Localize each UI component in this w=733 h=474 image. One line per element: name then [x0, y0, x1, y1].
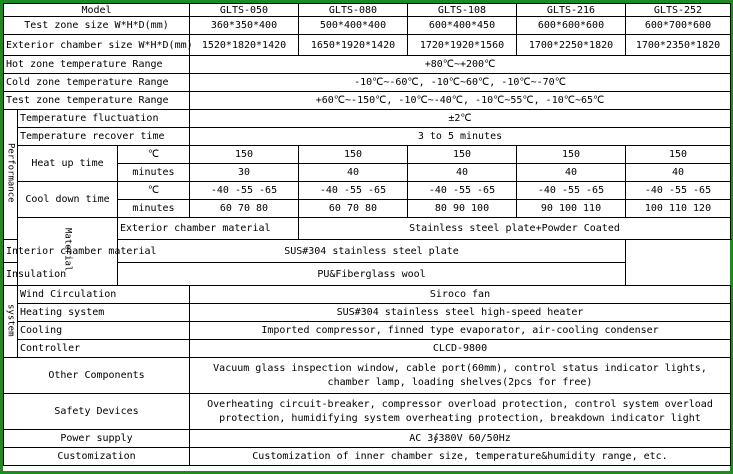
heat-up-temp-row: [4, 146, 731, 164]
table-cell: 40: [299, 164, 408, 182]
model-4: GLTS-216: [517, 4, 626, 17]
table-cell: 60 70 80: [190, 200, 299, 218]
test-zone-temp-label: Test zone temperature Range: [4, 92, 190, 110]
heat-up-unit-min: minutes: [118, 164, 190, 182]
heat-up-unit-temp: ℃: [118, 146, 190, 164]
table-cell: 1650*1920*1420: [299, 35, 408, 56]
other-components-value: Vacuum glass inspection window, cable port(60mm), control status indicator lights, chamber lamp, loading shelves(2pcs for free): [190, 358, 731, 394]
heat-up-label: Heat up time: [18, 146, 118, 182]
power-supply-value: AC 3∮380V 60/50Hz: [190, 430, 731, 448]
customization-value: Customization of inner chamber size, temperature&humidity range, etc.: [190, 448, 731, 466]
table-cell: 40: [517, 164, 626, 182]
exterior-material-row: [4, 218, 731, 240]
recover-row: [4, 128, 731, 146]
cooling-value: Imported compressor, finned type evaporator, air-cooling condenser: [190, 322, 731, 340]
heating-row: [4, 304, 731, 322]
fluctuation-label: Temperature fluctuation: [18, 110, 190, 128]
table-cell: 600*400*450: [408, 17, 517, 35]
table-cell: 1700*2350*1820: [626, 35, 731, 56]
insulation-value: PU&Fiberglass wool: [118, 263, 626, 286]
cool-down-label: Cool down time: [18, 182, 118, 218]
controller-value: CLCD-9800: [190, 340, 731, 358]
exterior-size-row: [4, 35, 731, 56]
wind-value: Siroco fan: [190, 286, 731, 304]
power-supply-label: Power supply: [4, 430, 190, 448]
table-cell: 1720*1920*1560: [408, 35, 517, 56]
table-cell: 100 110 120: [626, 200, 731, 218]
model-2: GLTS-080: [299, 4, 408, 17]
table-cell: 150: [517, 146, 626, 164]
other-components-row: [4, 358, 731, 394]
category-performance: Performance: [4, 110, 18, 240]
hot-zone-label: Hot zone temperature Range: [4, 56, 190, 74]
controller-row: [4, 340, 731, 358]
cold-zone-label: Cold zone temperature Range: [4, 74, 190, 92]
table-cell: 600*600*600: [517, 17, 626, 35]
insulation-row: [4, 263, 731, 286]
table-cell: 360*350*400: [190, 17, 299, 35]
exterior-material-value: Stainless steel plate+Powder Coated: [299, 218, 731, 240]
table-cell: 1520*1820*1420: [190, 35, 299, 56]
other-components-label: Other Components: [4, 358, 190, 394]
power-supply-row: [4, 430, 731, 448]
customization-row: [4, 448, 731, 466]
table-cell: -40 -55 -65: [299, 182, 408, 200]
table-cell: 80 90 100: [408, 200, 517, 218]
hot-zone-row: [4, 56, 731, 74]
fluctuation-row: [4, 110, 731, 128]
hot-zone-value: +80℃~+200℃: [190, 56, 731, 74]
cool-down-temp-row: [4, 182, 731, 200]
interior-material-value: SUS#304 stainless steel plate: [118, 240, 626, 263]
table-cell: 150: [626, 146, 731, 164]
table-cell: 60 70 80: [299, 200, 408, 218]
model-1: GLTS-050: [190, 4, 299, 17]
model-3: GLTS-108: [408, 4, 517, 17]
cool-down-unit-min: minutes: [118, 200, 190, 218]
header-row: [4, 4, 731, 17]
table-cell: 150: [190, 146, 299, 164]
table-cell: 150: [408, 146, 517, 164]
test-zone-size-label: Test zone size W*H*D(mm): [4, 17, 190, 35]
table-cell: 90 100 110: [517, 200, 626, 218]
safety-devices-label: Safety Devices: [4, 394, 190, 430]
wind-row: [4, 286, 731, 304]
table-cell: 1700*2250*1820: [517, 35, 626, 56]
safety-devices-row: [4, 394, 731, 430]
wind-label: Wind Circulation: [18, 286, 190, 304]
test-zone-temp-value: +60℃~-150℃, -10℃~-40℃, -10℃~55℃, -10℃~65℃: [190, 92, 731, 110]
model-5: GLTS-252: [626, 4, 731, 17]
recover-value: 3 to 5 minutes: [190, 128, 731, 146]
model-label: Model: [4, 4, 190, 17]
cooling-label: Cooling: [18, 322, 190, 340]
exterior-material-label: Exterior chamber material: [118, 218, 299, 240]
controller-label: Controller: [18, 340, 190, 358]
table-cell: 40: [626, 164, 731, 182]
cold-zone-value: -10℃~-60℃, -10℃~60℃, -10℃~-70℃: [190, 74, 731, 92]
cold-zone-row: [4, 74, 731, 92]
spec-table: [3, 3, 731, 466]
table-cell: 150: [299, 146, 408, 164]
exterior-size-label: Exterior chamber size W*H*D(mm): [4, 35, 190, 56]
heating-value: SUS#304 stainless steel high-speed heater: [190, 304, 731, 322]
fluctuation-value: ±2℃: [190, 110, 731, 128]
interior-material-row: [4, 240, 731, 263]
table-cell: -40 -55 -65: [190, 182, 299, 200]
safety-devices-value: Overheating circuit-breaker, compressor overload protection, control system overload protection, humidifying system overheating protection, breakdown indicator light: [190, 394, 731, 430]
recover-label: Temperature recover time: [18, 128, 190, 146]
interior-material-label: Interior chamber material: [4, 240, 118, 263]
cool-down-unit-temp: ℃: [118, 182, 190, 200]
table-cell: 600*700*600: [626, 17, 731, 35]
table-cell: 40: [408, 164, 517, 182]
cooling-row: [4, 322, 731, 340]
table-cell: 30: [190, 164, 299, 182]
customization-label: Customization: [4, 448, 190, 466]
table-cell: -40 -55 -65: [517, 182, 626, 200]
category-system: system: [4, 286, 18, 358]
insulation-label: Insulation: [4, 263, 118, 286]
table-cell: -40 -55 -65: [408, 182, 517, 200]
table-cell: -40 -55 -65: [626, 182, 731, 200]
table-cell: 500*400*400: [299, 17, 408, 35]
test-zone-size-row: [4, 17, 731, 35]
test-zone-temp-row: [4, 92, 731, 110]
category-material: Material: [18, 218, 118, 286]
heating-label: Heating system: [18, 304, 190, 322]
